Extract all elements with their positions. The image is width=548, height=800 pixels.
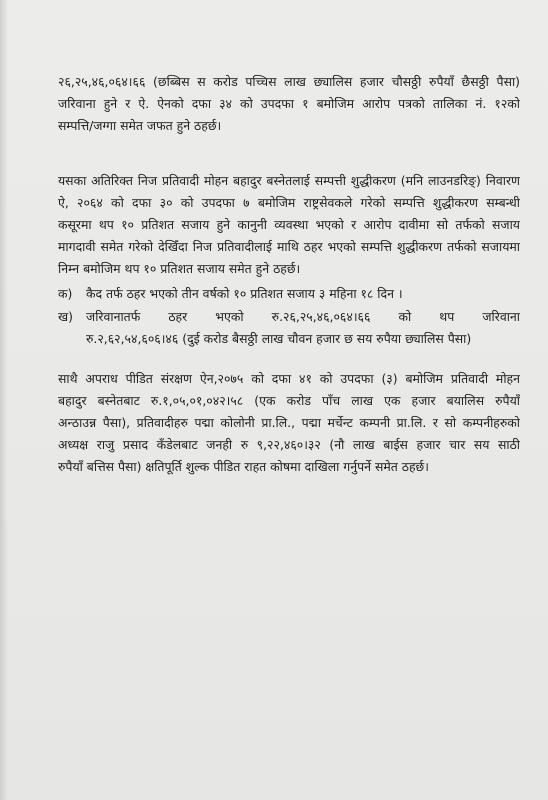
text-line: ऐ, २०६४ को दफा ३० को उपदफा ७ बमोजिम राष्ट्रसेवकले गरेको सम्पत्ति शुद्धीकरण सम्बन्धी — [58, 195, 520, 210]
paragraph-money-laundering-penalty — [58, 170, 520, 280]
list-item-fine — [58, 306, 520, 350]
text-line: निम्न बमोजिम थप १० प्रतिशत सजाय समेत हुने ठहर्छ। — [58, 261, 301, 276]
text-line: बहादुर बस्नेतबाट रु.१,०५,०१,०४२।५८ (एक करोड पाँच लाख एक हजार बयालिस रुपैयाँ — [58, 393, 520, 408]
list-item-body — [86, 283, 520, 305]
text-line: अन्ठाउन्न पैसा), प्रतिवादीहरु पद्मा कोलोनी प्रा.लि., पद्मा मर्चेन्ट कम्पनी प्रा.लि. र सो कम्पनीहरुको — [58, 415, 520, 430]
text-line: २६,२५,४६,०६४।६६ (छब्बिस स करोड पच्चिस लाख छ्यालिस हजार चौसठ्ठी रुपैयाँ छैसठ्ठी पैसा) — [58, 74, 520, 89]
list-item-label: क) — [58, 286, 73, 301]
text-line: कैद तर्फ ठहर भएको तीन वर्षको १० प्रतिशत सजाय ३ महिना १८ दिन । — [86, 286, 403, 301]
paragraph-victim-compensation — [58, 368, 520, 478]
list-item-body — [86, 306, 520, 350]
text-line: मागदावी समेत गरेको देखिँदा निज प्रतिवादीलाई माथि ठहर भएको सम्पत्ति शुद्धीकरण तर्फको सजायमा — [58, 239, 520, 254]
text-line: जरिवाना हुने र ऐ. ऐनको दफा ३४ को उपदफा १ बमोजिम आरोप पत्रको तालिका नं. १२को — [58, 96, 520, 111]
text-line: रु.२,६२,५४,६०६।४६ (दुई करोड बैसठ्ठी लाख चौवन हजार छ सय रुपैया छ्यालिस पैसा) — [86, 331, 472, 346]
text-line: जरिवानातर्फ ठहर भएको रु.२६,२५,४६,०६४।६६ को थप जरिवाना — [86, 309, 520, 324]
text-line: यसका अतिरिक्त निज प्रतिवादी मोहन बहादुर बस्नेतलाई सम्पत्ती शुद्धीकरण (मनि लाउनडरिङ्) निवारण — [58, 173, 520, 188]
list-item-imprisonment — [58, 283, 520, 305]
text-line: साथै अपराध पीडित संरक्षण ऐन,२०७५ को दफा ४१ को उपदफा (३) बमोजिम प्रतिवादी मोहन — [58, 371, 520, 386]
page-edge-shadow — [0, 0, 8, 800]
text-line: सम्पत्ति/जग्गा समेत जफत हुने ठहर्छ। — [58, 118, 222, 133]
text-line: कसूरमा थप १० प्रतिशत सजाय हुने कानुनी व्यवस्था भएको र आरोप दावीमा सो तर्फको सजाय — [58, 217, 520, 232]
paragraph-fine-confiscation — [58, 71, 520, 137]
text-line: रुपैयाँ बत्तिस पैसा) क्षतिपूर्ति शुल्क पीडित राहत कोषमा दाखिला गर्नुपर्ने समेत ठहर्छ। — [58, 459, 429, 474]
text-line: अध्यक्ष राजु प्रसाद कँडेलबाट जनही रु ९,२२,४६०।३२ (नौ लाख बाईस हजार चार सय साठी — [58, 437, 520, 452]
list-item-label: ख) — [58, 309, 73, 324]
